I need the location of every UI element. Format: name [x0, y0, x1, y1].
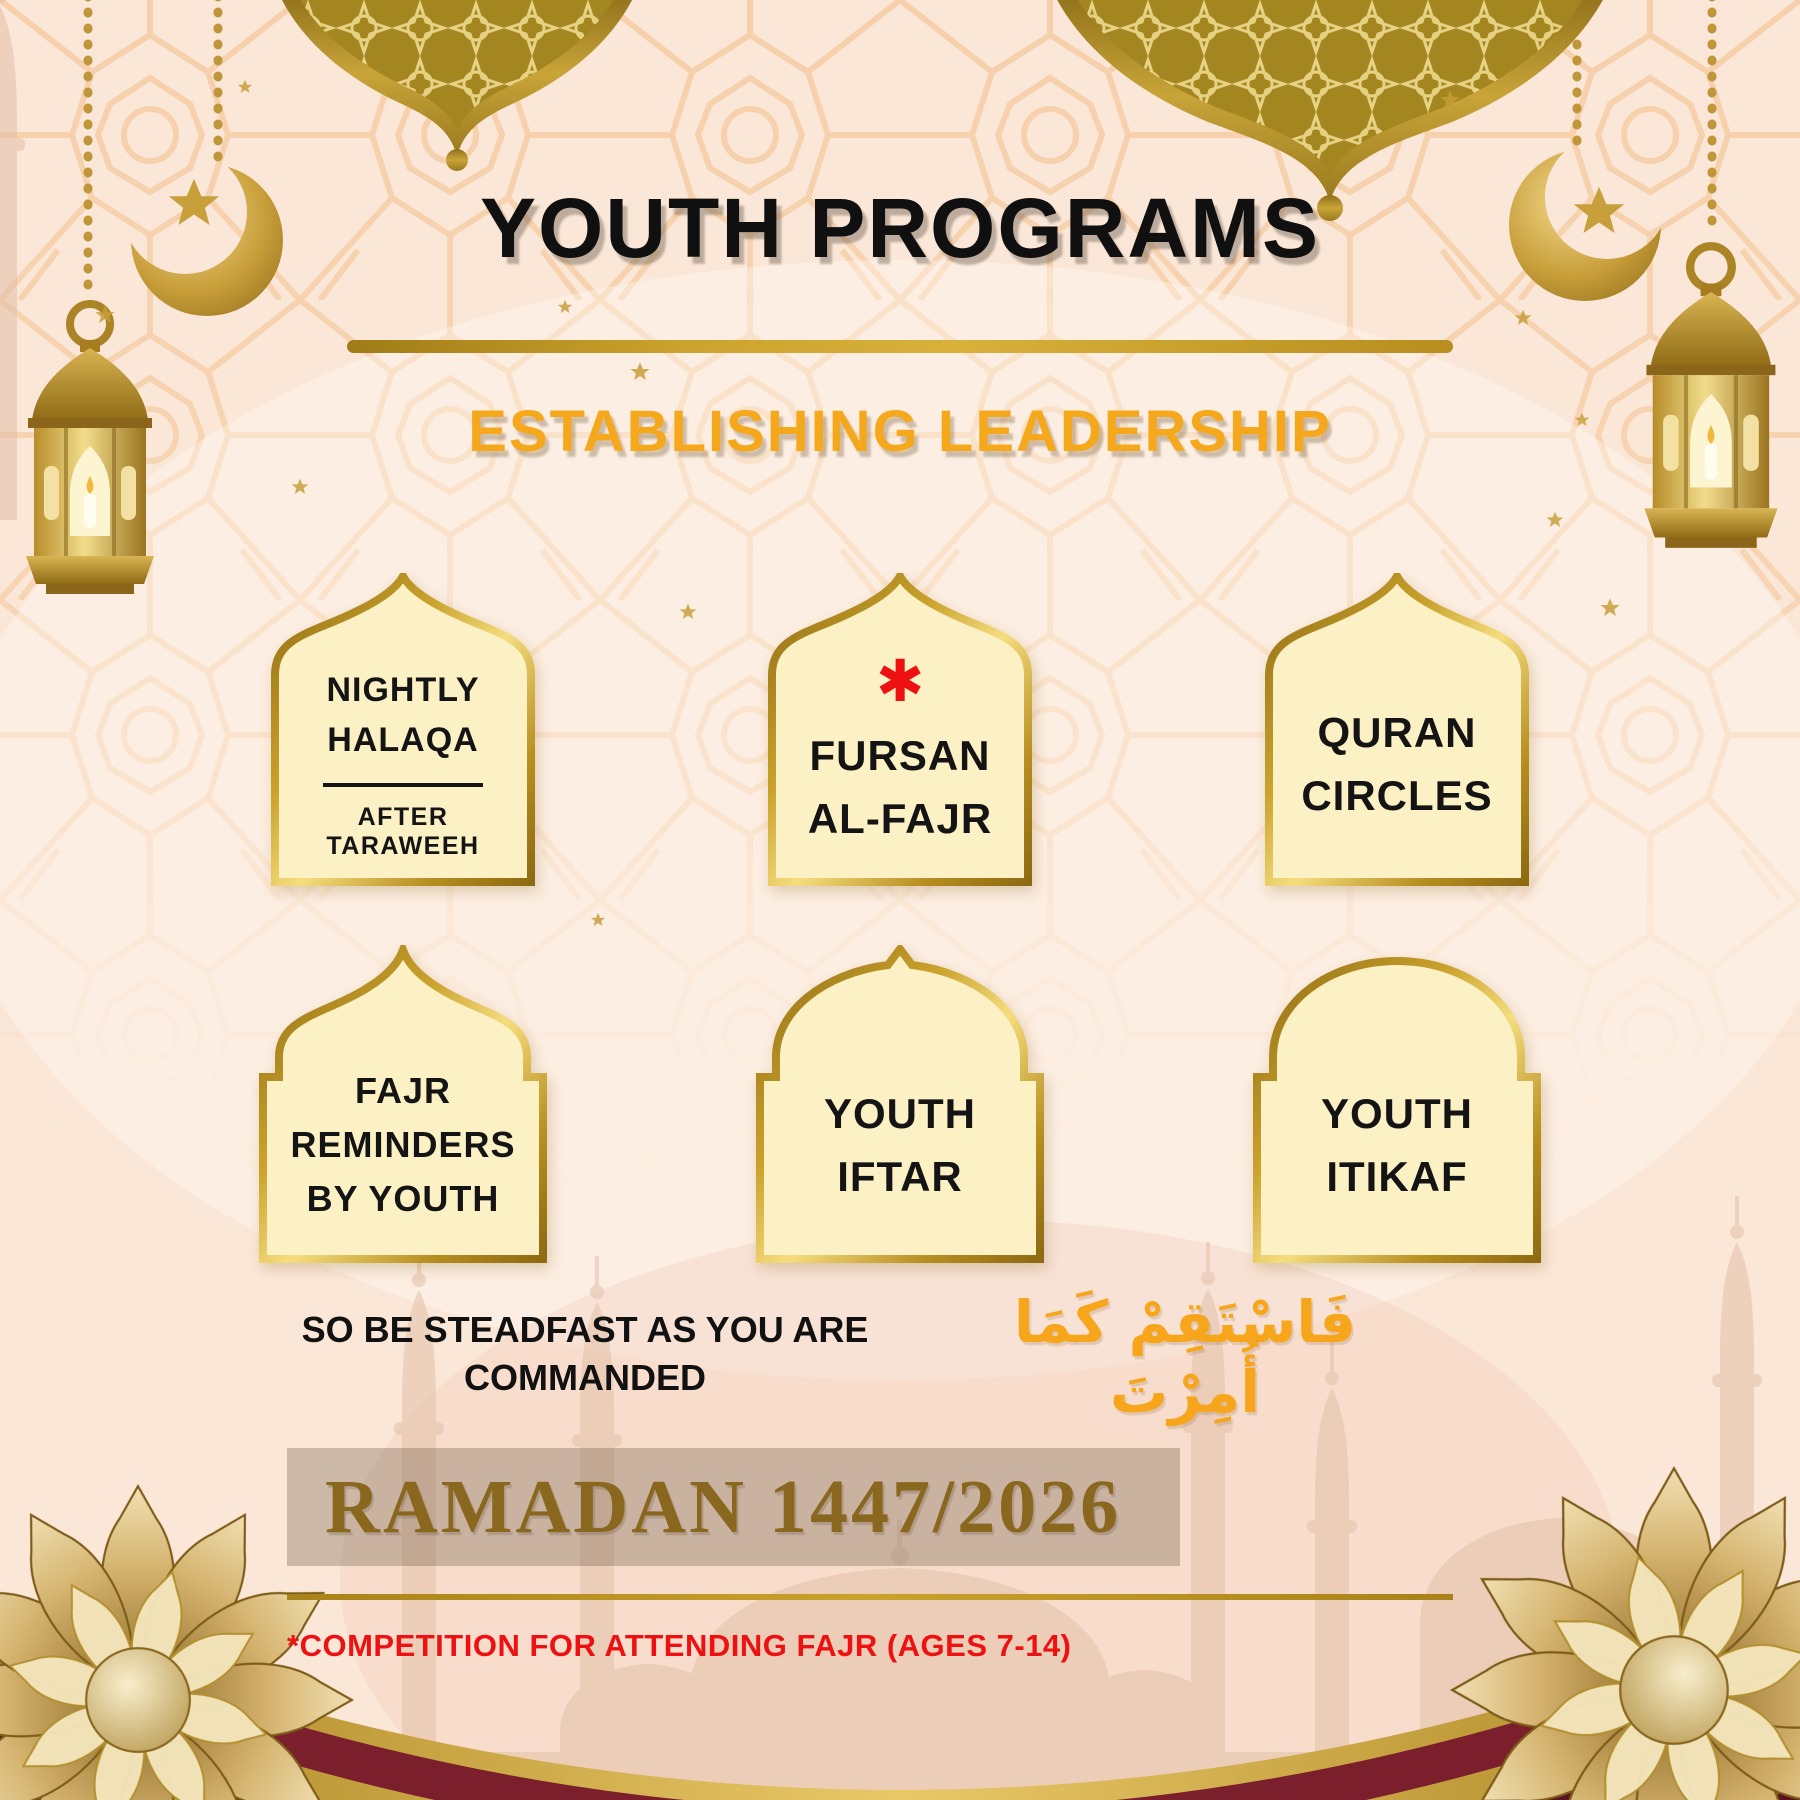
program-name: FAJR REMINDERS BY YOUTH	[290, 1070, 516, 1219]
program-card-nightly-halaqa	[266, 573, 540, 888]
program-name: YOUTH IFTAR	[824, 1090, 976, 1200]
program-card-quran-circles	[1260, 573, 1534, 888]
event-title: RAMADAN 1447/2026	[325, 1464, 1122, 1549]
program-card-fursan-al-fajr	[763, 573, 1037, 888]
program-name: NIGHTLY HALAQA	[326, 671, 480, 759]
subtitle: ESTABLISHING LEADERSHIP	[468, 399, 1332, 464]
program-name: YOUTH ITIKAF	[1321, 1090, 1473, 1200]
event-underline	[287, 1594, 1453, 1600]
program-note: AFTER TARAWEEH	[326, 802, 480, 860]
quote-arabic: فَاسْتَقِمْ كَمَا أُمِرْتَ	[1013, 1288, 1357, 1426]
competition-footnote: *COMPETITION FOR ATTENDING FAJR (AGES 7-14)	[287, 1628, 1072, 1663]
page-title: YOUTH PROGRAMS	[479, 181, 1321, 275]
title-divider	[347, 340, 1453, 353]
program-card-youth-itikaf	[1247, 945, 1547, 1265]
event-banner	[287, 1448, 1180, 1566]
card-divider	[323, 783, 483, 787]
quote-english: SO BE STEADFAST AS YOU ARE COMMANDED	[301, 1309, 869, 1398]
program-name: FURSAN AL-FAJR	[807, 731, 993, 842]
program-card-youth-iftar	[750, 945, 1050, 1265]
program-card-fajr-reminders	[253, 945, 553, 1265]
asterisk-icon: ✱	[875, 646, 925, 715]
program-name: QURAN CIRCLES	[1301, 708, 1493, 819]
